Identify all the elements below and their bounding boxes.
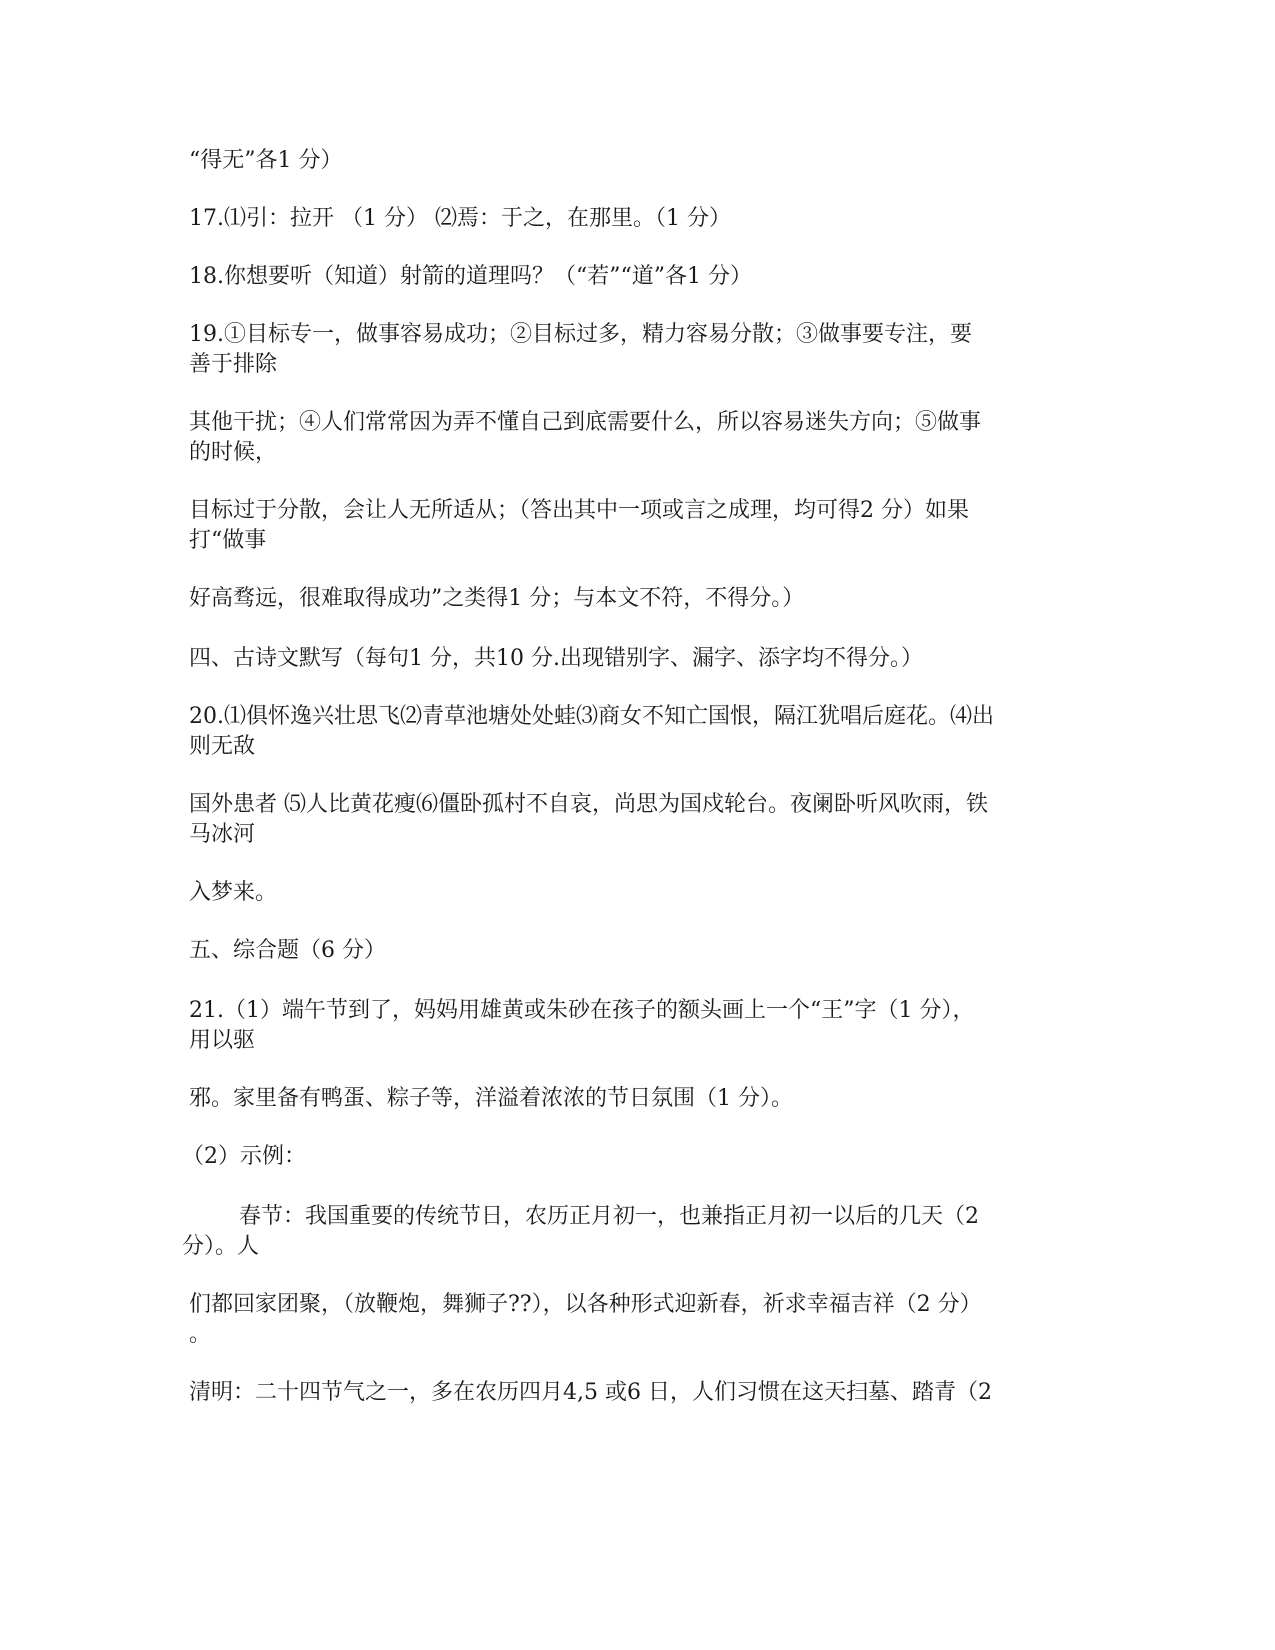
text-line: 好高骛远，很难取得成功”之类得1 分；与本文不符，不得分。） xyxy=(189,586,805,611)
example-spring-festival: 春节：我国重要的传统节日，农历正月初一，也兼指正月初一以后的几天（2 xyxy=(239,1204,979,1229)
answer-20: 20.⑴俱怀逸兴壮思飞⑵青草池塘处处蛙⑶商女不知亡国恨，隔江犹唱后庭花。⑷出 xyxy=(189,704,994,729)
text-line: 。 xyxy=(189,1322,212,1347)
section-heading-5: 五、综合题（6 分） xyxy=(189,938,386,963)
text-line: 其他干扰；④人们常常因为弄不懂自己到底需要什么，所以容易迷失方向；⑤做事 xyxy=(189,410,982,435)
answer-18: 18.你想要听（知道）射箭的道理吗？（“若”“道”各1 分） xyxy=(189,264,752,289)
answer-21: 21.（1）端午节到了，妈妈用雄黄或朱砂在孩子的额头画上一个“王”字（1 分）， xyxy=(189,998,975,1023)
answer-17: 17.⑴引：拉开 （1 分） ⑵焉：于之，在那里。（1 分） xyxy=(189,206,731,231)
text-line: 入梦来。 xyxy=(189,880,278,905)
text-line: 的时候， xyxy=(189,440,278,465)
text-line: 邪。家里备有鸭蛋、粽子等，洋溢着浓浓的节日氛围（1 分）。 xyxy=(189,1086,793,1111)
text-line: 们都回家团聚，（放鞭炮，舞狮子??），以各种形式迎新春，祈求幸福吉祥（2 分） xyxy=(189,1292,982,1317)
example-qingming: 清明：二十四节气之一，多在农历四月4,5 或6 日，人们习惯在这天扫墓、踏青（2 xyxy=(189,1380,992,1405)
text-line: 善于排除 xyxy=(189,352,278,377)
example-label: （2）示例： xyxy=(182,1144,306,1169)
text-line: “得无”各1 分） xyxy=(189,148,343,173)
text-line: 目标过于分散，会让人无所适从；（答出其中一项或言之成理，均可得2 分）如果 xyxy=(189,498,969,523)
text-line: 国外患者 ⑸人比黄花瘦⑹僵卧孤村不自哀，尚思为国戍轮台。夜阑卧听风吹雨，铁 xyxy=(189,792,988,817)
text-line: 则无敌 xyxy=(189,734,256,759)
text-line: 马冰河 xyxy=(189,822,256,847)
text-line: 分）。人 xyxy=(182,1234,260,1259)
answer-19: 19.①目标专一，做事容易成功；②目标过多，精力容易分散；③做事要专注，要 xyxy=(189,322,972,347)
text-line: 用以驱 xyxy=(189,1028,256,1053)
text-line: 打“做事 xyxy=(189,528,267,553)
section-heading-4: 四、古诗文默写（每句1 分，共10 分.出现错别字、漏字、添字均不得分。） xyxy=(189,646,923,671)
